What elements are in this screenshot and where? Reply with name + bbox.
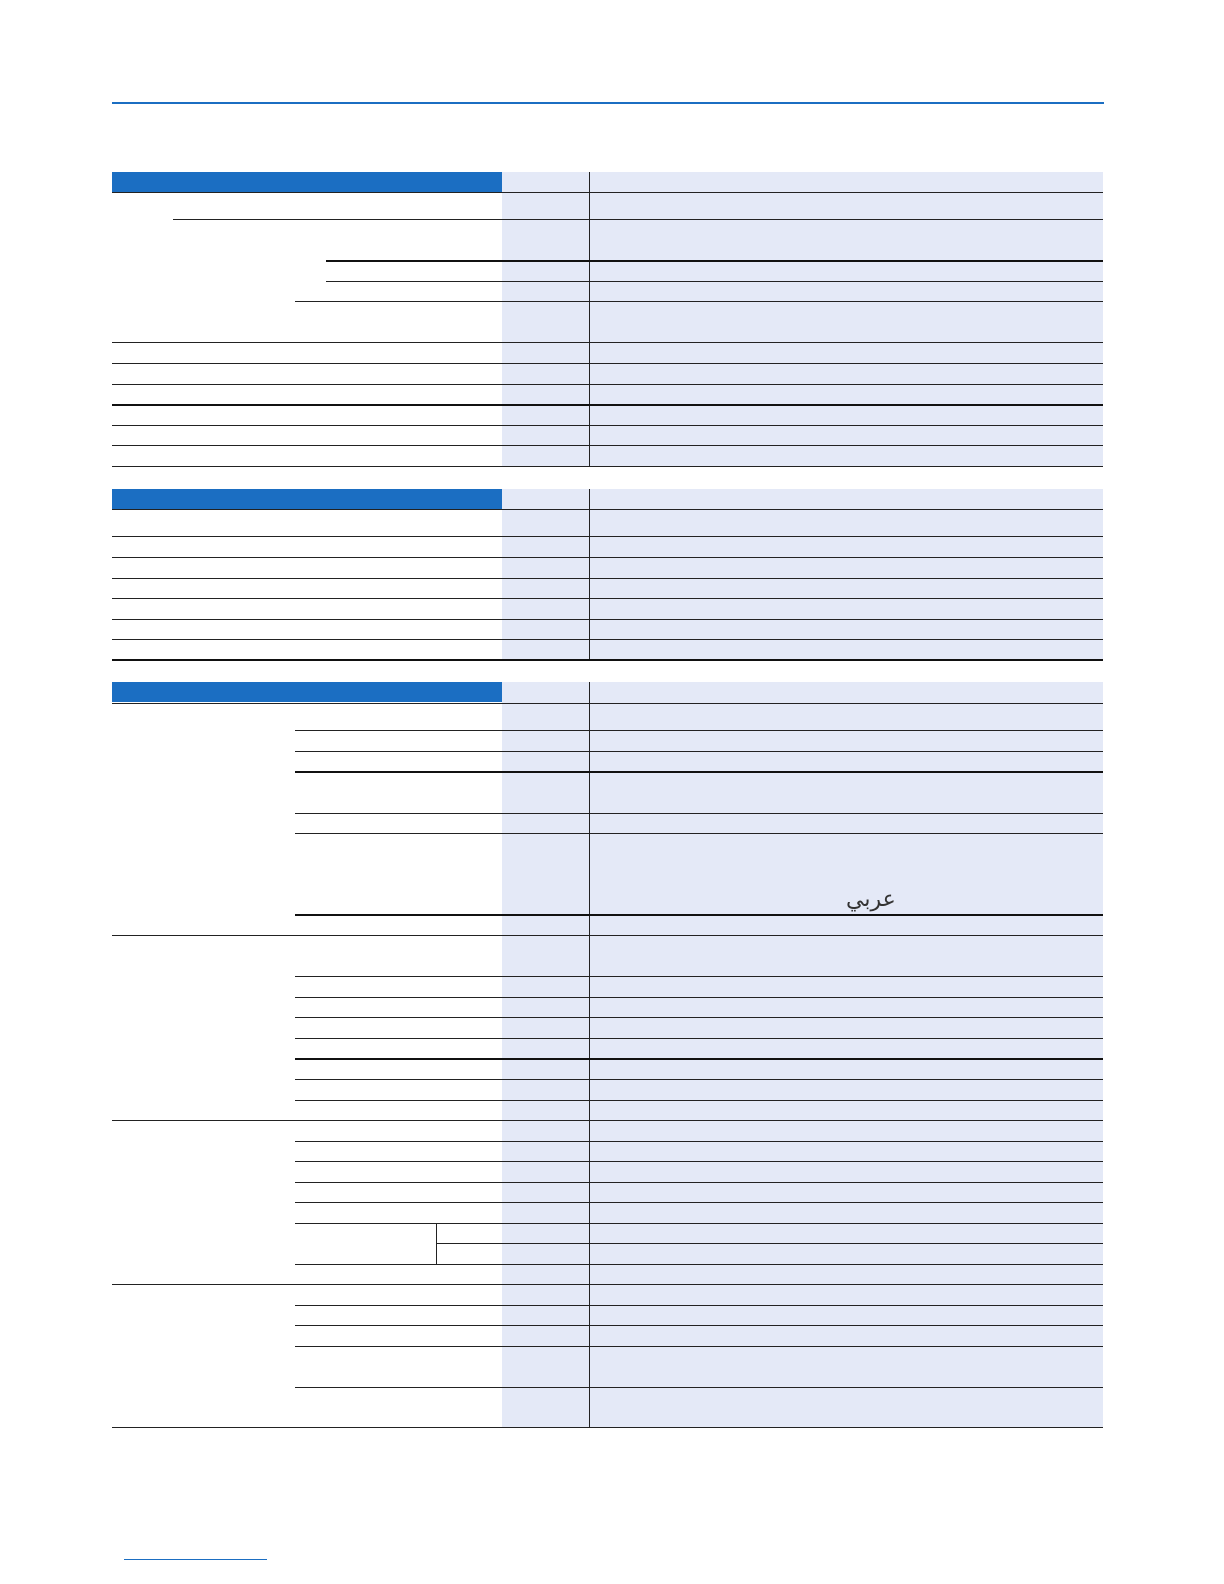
table-2-description-column xyxy=(589,489,1103,661)
table-1-row-rule xyxy=(173,219,1103,220)
table-1-row-rule xyxy=(112,363,1103,364)
table-1-description-column xyxy=(589,172,1103,467)
table-1-header-bar xyxy=(112,172,502,192)
table-3-row-rule xyxy=(295,1305,1103,1306)
table-2-row-rule xyxy=(112,557,1103,558)
table-3-row-rule xyxy=(295,730,1103,731)
table-3-row-rule xyxy=(295,1079,1103,1080)
top-rule xyxy=(112,102,1104,104)
table-3-description-column xyxy=(589,682,1103,1428)
table-2-row-rule xyxy=(112,639,1103,640)
table-2-row-rule xyxy=(112,536,1103,537)
table-2-row-rule xyxy=(112,598,1103,599)
table-3-row-rule xyxy=(295,833,1103,834)
table-1-row-rule xyxy=(326,281,1103,282)
table-2-header-bar xyxy=(112,489,502,509)
table-3-row-rule xyxy=(295,1264,1103,1265)
table-3-row-rule xyxy=(295,771,1103,773)
table-3-row-rule xyxy=(295,751,1103,752)
table-3-sub-divider xyxy=(436,1223,437,1264)
table-3-row-rule xyxy=(112,1427,1103,1428)
table-3-row-rule xyxy=(112,703,1103,704)
table-3-row-rule xyxy=(112,1120,1103,1121)
table-1-row-rule xyxy=(112,404,1103,406)
table-3-row-rule xyxy=(295,813,1103,814)
arabic-language-option: عربي xyxy=(846,887,896,912)
table-3-row-rule xyxy=(295,1182,1103,1183)
bottom-link-rule xyxy=(124,1559,267,1560)
table-3-row-rule xyxy=(295,1141,1103,1142)
table-1-row-rule xyxy=(112,445,1103,446)
table-1-row-rule xyxy=(112,342,1103,343)
table-3-row-rule xyxy=(295,1017,1103,1018)
table-1-row-rule xyxy=(295,301,1103,302)
table-3-row-rule xyxy=(437,1243,1103,1244)
table-3-row-rule xyxy=(295,1387,1103,1388)
table-2-column-divider xyxy=(589,489,590,661)
table-3-row-rule xyxy=(295,1100,1103,1101)
table-2-value-column xyxy=(502,489,589,661)
table-3-row-rule xyxy=(295,1346,1103,1347)
table-3-row-rule xyxy=(112,935,1103,936)
table-3-header-bar xyxy=(112,682,502,702)
table-3-row-rule xyxy=(295,1058,1103,1060)
table-2-row-rule xyxy=(112,619,1103,620)
table-3-value-column xyxy=(502,682,589,1428)
table-3-row-rule xyxy=(112,1284,1103,1285)
table-3-column-divider xyxy=(589,682,590,1428)
table-1-row-rule xyxy=(326,260,1103,262)
table-3-row-rule xyxy=(295,976,1103,977)
table-1-row-rule xyxy=(112,466,1103,467)
table-3-row-rule xyxy=(295,914,1103,916)
table-3-row-rule xyxy=(295,1325,1103,1326)
table-1-value-column xyxy=(502,172,589,467)
table-2-row-rule xyxy=(112,659,1103,661)
table-2-row-rule xyxy=(112,578,1103,579)
table-3-row-rule xyxy=(295,1161,1103,1162)
table-1-row-rule xyxy=(112,384,1103,385)
table-1-row-rule xyxy=(112,425,1103,426)
table-3-row-rule xyxy=(295,1223,1103,1224)
table-3-row-rule xyxy=(295,997,1103,998)
table-1-column-divider xyxy=(589,172,590,467)
table-3-row-rule xyxy=(295,1202,1103,1203)
table-1-row-rule xyxy=(112,192,1103,193)
table-3-row-rule xyxy=(295,1038,1103,1039)
table-2-row-rule xyxy=(112,509,1103,510)
